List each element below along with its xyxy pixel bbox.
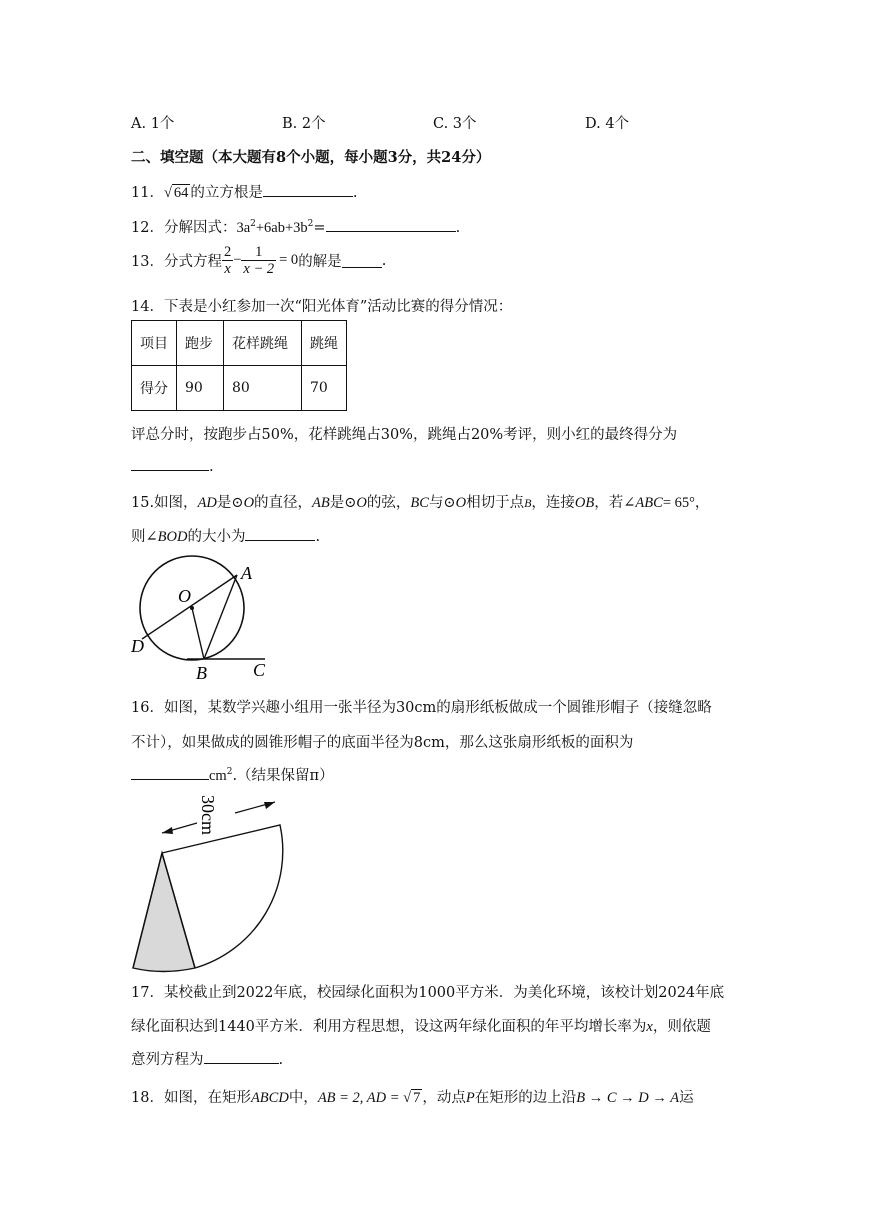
center-point — [190, 606, 194, 610]
q16-unit: cm — [209, 768, 227, 784]
label-a: A — [241, 563, 252, 583]
table-cell: 得分 — [132, 366, 177, 411]
q12-blank — [326, 217, 456, 232]
sector-figure — [125, 785, 300, 975]
q18-text: 中， — [288, 1090, 318, 1106]
q13-f1-num: 2 — [223, 244, 232, 260]
q17-x: x — [646, 1019, 653, 1035]
q13-minus: − — [233, 252, 242, 268]
q15-ob: OB — [574, 495, 595, 511]
q13-end: . — [381, 252, 387, 269]
q15-text: ，若∠ — [594, 495, 636, 511]
question-11: 11．√ 64 的立方根是 . — [131, 181, 358, 202]
q18-text: 18．如图，在矩形 — [131, 1090, 251, 1106]
q13-number: 13．分式方程 — [131, 254, 222, 270]
table-cell: 80 — [224, 366, 302, 411]
table-cell: 跳绳 — [302, 321, 347, 366]
q18-p: P — [465, 1090, 475, 1106]
q12-eq: = — [313, 220, 326, 236]
radius-ob — [192, 608, 204, 659]
q15-text: 则∠ — [131, 529, 158, 545]
label-d: D — [131, 636, 144, 656]
q16-unit-sup: 2 — [226, 767, 233, 778]
q15-bod: BOD — [157, 529, 188, 545]
option-c: C. 3个 — [433, 116, 477, 132]
q17-blank — [204, 1049, 279, 1064]
q17-text: ，则依题 — [652, 1019, 711, 1035]
q13-eq: = 0 — [279, 252, 299, 268]
table-cell: 花样跳绳 — [224, 321, 302, 366]
q18-text: ，动点 — [422, 1090, 466, 1106]
q15-o: O — [455, 495, 467, 511]
question-15-line-1 — [131, 491, 709, 512]
q13-fraction-1 — [222, 244, 233, 277]
label-c: C — [253, 660, 266, 680]
q14-text: 评总分时，按跑步占50%，花样跳绳占30%，跳绳占20%考评，则小红的最终得分为 — [131, 427, 678, 443]
q11-text: 的立方根是 — [190, 185, 263, 201]
q16-line-1: 16．如图，某数学兴趣小组用一张半径为30cm的扇形纸板做成一个圆锥形帽子（接缝忽略 — [131, 700, 712, 716]
q18-text: 在矩形的边上沿 — [474, 1090, 577, 1106]
question-13 — [131, 244, 386, 277]
q17-line-3 — [131, 1048, 283, 1069]
cut-sector — [133, 853, 195, 972]
q12-sup-a: 2 — [250, 219, 256, 230]
q18-sqrt: 7 — [413, 1090, 421, 1106]
arrowhead-right — [264, 802, 275, 809]
q18-text: 运 — [679, 1090, 694, 1106]
q12-expr-a: 3a — [236, 220, 251, 236]
q18-path: B → C → D → A — [576, 1090, 680, 1106]
q16-line-3 — [131, 764, 334, 785]
q17-line-1: 17．某校截止到2022年底，校园绿化面积为1000平方米．为美化环境，该校计划2024年底 — [131, 985, 725, 1001]
diameter-ad — [142, 575, 237, 639]
q15-b: B — [524, 496, 532, 510]
q15-ad: AD — [197, 495, 217, 511]
q15-text: ，连接 — [531, 495, 575, 511]
q13-blank — [342, 253, 382, 268]
table-cell: 项目 — [132, 321, 177, 366]
q12-expr-b: +6ab+3b — [255, 220, 308, 236]
q15-text: 与⊙ — [428, 495, 456, 511]
q13-text: 的解是 — [298, 254, 342, 270]
q15-text: 15.如图， — [131, 495, 198, 511]
q14-blank — [131, 456, 209, 471]
question-12 — [131, 216, 460, 237]
q17-end: . — [278, 1052, 284, 1068]
q14-intro: 14．下表是小红参加一次“阳光体育”活动比赛的得分情况： — [131, 299, 513, 315]
arrowhead-left — [162, 827, 173, 834]
q13-f1-den: x — [224, 261, 231, 277]
q15-o: O — [356, 495, 367, 511]
q17-text: 意列方程为 — [131, 1052, 204, 1068]
q17-text: 绿化面积达到1440平方米．利用方程思想，设这两年绿化面积的年平均增长率为 — [131, 1019, 647, 1035]
label-30cm: 30cm — [198, 795, 218, 835]
section-header: 二、填空题（本大题有8个小题，每小题3分，共24分） — [131, 149, 491, 166]
q14-answer-line — [131, 456, 214, 475]
q11-end: . — [352, 185, 358, 201]
q12-sup-b: 2 — [307, 219, 314, 230]
label-o: O — [178, 586, 191, 606]
q13-fraction-2 — [241, 244, 276, 277]
q11-number: 11． — [131, 185, 164, 201]
q15-blank — [245, 526, 315, 541]
table-row — [132, 321, 347, 366]
circle-tangent-figure — [125, 555, 285, 685]
q15-text: 相切于点 — [466, 495, 525, 511]
table-cell: 跑步 — [177, 321, 224, 366]
q15-bc: BC — [410, 495, 429, 511]
q15-angle: ABC — [635, 495, 663, 511]
table-row — [132, 366, 347, 411]
q16-blank — [131, 765, 209, 780]
label-b: B — [196, 663, 207, 683]
q17-line-2 — [131, 1015, 711, 1036]
q11-blank — [263, 182, 353, 197]
table-cell: 70 — [302, 366, 347, 411]
q14-end: . — [209, 459, 214, 475]
q12-number: 12．分解因式： — [131, 220, 237, 236]
q18-abcd: ABCD — [250, 1090, 289, 1106]
q15-text: 的弦， — [366, 495, 411, 511]
chord-ab — [204, 575, 237, 659]
q15-text: 是⊙ — [329, 495, 357, 511]
q12-end: . — [455, 220, 461, 236]
q15-text: 的大小为 — [187, 529, 246, 545]
score-table — [131, 320, 347, 411]
option-a: A. 1个 — [131, 116, 175, 132]
q18-eq: AB = 2, AD = — [317, 1090, 404, 1106]
question-18: 18．如图，在矩形ABCD中，AB = 2, AD = √ 7 ，动点P在矩形的边上沿B → C → D → A运 — [131, 1090, 694, 1106]
table-cell: 90 — [177, 366, 224, 411]
q16-line-2: 不计），如果做成的圆锥形帽子的底面半径为8cm，那么这张扇形纸板的面积为 — [131, 735, 634, 751]
q15-end: . — [315, 529, 321, 545]
q15-text: 的直径， — [254, 495, 313, 511]
option-b: B. 2个 — [282, 116, 326, 132]
q15-o: O — [243, 495, 255, 511]
q15-text: = 65°， — [662, 495, 710, 511]
q16-note: .（结果保留π） — [232, 768, 334, 784]
q13-f2-den: x − 2 — [243, 261, 275, 277]
q11-radicand: 64 — [173, 185, 189, 201]
option-d: D. 4个 — [585, 116, 630, 132]
q13-f2-num: 1 — [241, 244, 276, 261]
question-15-line-2 — [131, 525, 320, 546]
q15-ab: AB — [312, 495, 330, 511]
q15-text: 是⊙ — [216, 495, 244, 511]
